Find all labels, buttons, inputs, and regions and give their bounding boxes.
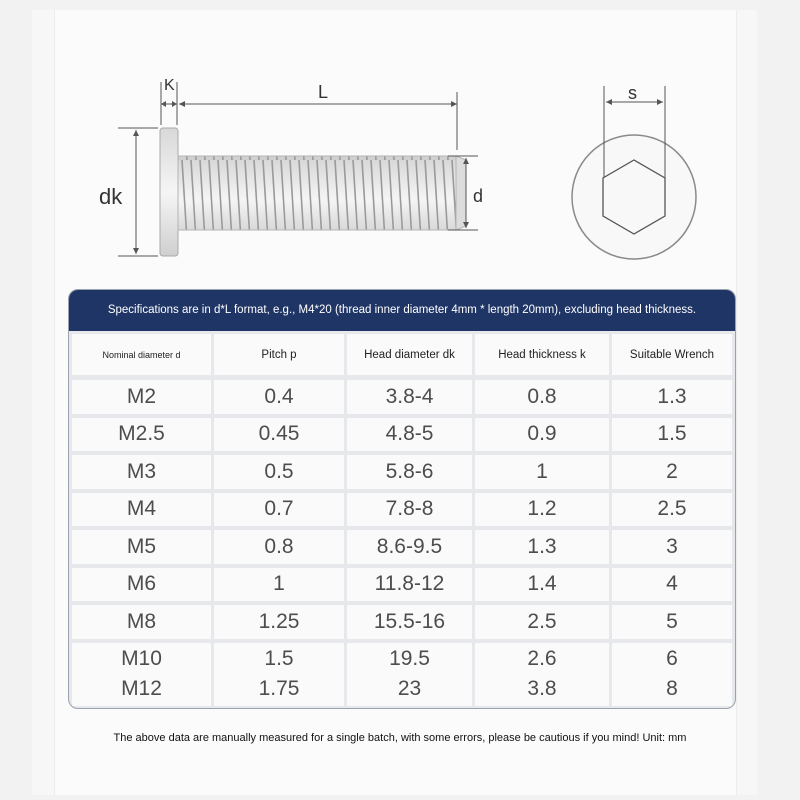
table-row — [69, 378, 735, 416]
column-header-head-thickness: Head thickness k — [475, 334, 609, 375]
head-thickness-cell: 1.3 — [475, 530, 609, 564]
column-header-suitable-wrench: Suitable Wrench — [612, 334, 732, 375]
head-thickness-cell: 2.6 — [475, 643, 609, 677]
screw-tip-shape — [456, 156, 466, 230]
head-thickness-cell: 2.5 — [475, 605, 609, 639]
k-label: K — [164, 77, 175, 94]
suitable-wrench-cell: 2 — [612, 455, 732, 489]
head-diameter-dimension — [118, 128, 158, 256]
nominal-diameter-cell: M3 — [72, 455, 211, 489]
pitch-cell: 0.4 — [214, 380, 344, 414]
pitch-cell: 0.5 — [214, 455, 344, 489]
measurement-footnote: The above data are manually measured for a single batch, with some errors, please be cautious if you mind! Unit: mm — [113, 732, 687, 744]
screw-dimension-diagram — [0, 0, 800, 290]
spec-table — [68, 289, 736, 709]
head-diameter-cell: 5.8-6 — [347, 455, 472, 489]
column-header-nominal-diameter: Nominal diameter d — [72, 334, 211, 375]
thread-diameter-label: d — [473, 186, 484, 206]
head-thickness-cell: 3.8 — [475, 672, 609, 706]
head-diameter-cell: 4.8-5 — [347, 418, 472, 452]
table-row — [69, 453, 735, 491]
suitable-wrench-cell: 8 — [612, 672, 732, 706]
pitch-cell: 1.25 — [214, 605, 344, 639]
table-row — [69, 566, 735, 604]
screw-head-shape — [160, 128, 178, 256]
pitch-cell: 0.7 — [214, 493, 344, 527]
nominal-diameter-cell: M10 — [72, 643, 211, 677]
suitable-wrench-cell: 6 — [612, 643, 732, 677]
column-header-head-diameter: Head diameter dk — [347, 334, 472, 375]
screw-thread-shape — [178, 156, 456, 230]
pitch-cell: 0.8 — [214, 530, 344, 564]
nominal-diameter-cell: M12 — [72, 672, 211, 706]
suitable-wrench-cell: 2.5 — [612, 493, 732, 527]
table-row — [69, 528, 735, 566]
screw-head-end-view — [572, 135, 696, 259]
head-thickness-cell: 0.9 — [475, 418, 609, 452]
pitch-cell: 1 — [214, 568, 344, 602]
table-row — [69, 670, 735, 708]
nominal-diameter-cell: M5 — [72, 530, 211, 564]
head-thickness-cell: 1 — [475, 455, 609, 489]
table-row — [69, 416, 735, 454]
head-diameter-label: dk — [99, 184, 123, 209]
nominal-diameter-cell: M8 — [72, 605, 211, 639]
nominal-diameter-cell: M4 — [72, 493, 211, 527]
nominal-diameter-cell: M2.5 — [72, 418, 211, 452]
pitch-cell: 1.75 — [214, 672, 344, 706]
suitable-wrench-cell: 3 — [612, 530, 732, 564]
nominal-diameter-cell: M6 — [72, 568, 211, 602]
table-row — [69, 603, 735, 641]
head-diameter-cell: 15.5-16 — [347, 605, 472, 639]
head-diameter-cell: 19.5 — [347, 643, 472, 677]
head-diameter-cell: 8.6-9.5 — [347, 530, 472, 564]
head-thickness-cell: 1.2 — [475, 493, 609, 527]
pitch-cell: 1.5 — [214, 643, 344, 677]
column-header-row — [69, 331, 735, 378]
head-diameter-cell: 11.8-12 — [347, 568, 472, 602]
pitch-cell: 0.45 — [214, 418, 344, 452]
table-row — [69, 491, 735, 529]
suitable-wrench-cell: 1.5 — [612, 418, 732, 452]
head-thickness-cell: 0.8 — [475, 380, 609, 414]
suitable-wrench-cell: 4 — [612, 568, 732, 602]
suitable-wrench-cell: 5 — [612, 605, 732, 639]
head-diameter-cell: 23 — [347, 672, 472, 706]
suitable-wrench-cell: 1.3 — [612, 380, 732, 414]
head-thickness-cell: 1.4 — [475, 568, 609, 602]
head-diameter-cell: 7.8-8 — [347, 493, 472, 527]
socket-size-label: s — [628, 83, 637, 103]
spec-table-header-note: Specifications are in d*L format, e.g., M4*20 (thread inner diameter 4mm * length 20mm), excluding head thickness. — [69, 290, 735, 331]
column-header-pitch: Pitch p — [214, 334, 344, 375]
nominal-diameter-cell: M2 — [72, 380, 211, 414]
length-label: L — [318, 82, 329, 102]
head-diameter-cell: 3.8-4 — [347, 380, 472, 414]
